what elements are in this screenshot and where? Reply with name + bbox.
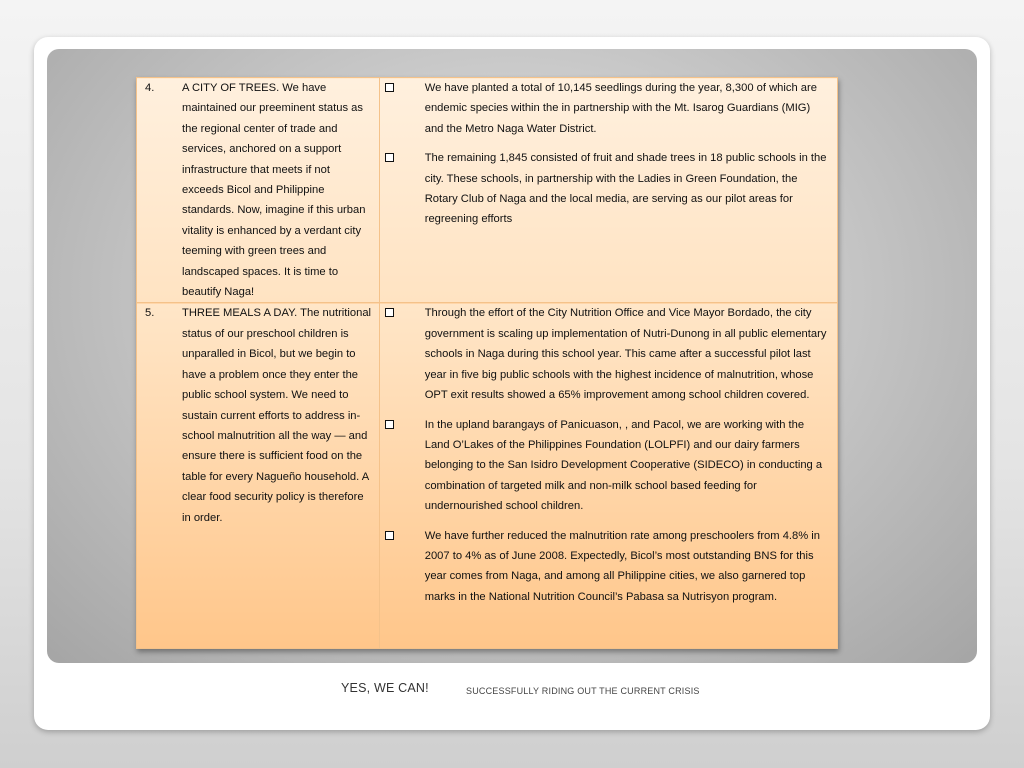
topic-text: THREE MEALS A DAY. The nutritional status of our preschool children is unparalled in Bicol, but we begin to have a problem once they enter the public school system. We need to sustain current efforts to address in-school malnutrition all the way — and ensure there is sufficient food on the table for every Nagueño household. A clear food security policy is therefore in order. <box>182 307 372 524</box>
content-panel <box>47 49 977 663</box>
checkbox-square-icon <box>385 153 394 162</box>
bullet-item <box>385 303 831 405</box>
checkbox-square-icon <box>385 420 394 429</box>
topic-cell <box>137 78 380 303</box>
bullet-text: We have planted a total of 10,145 seedlings during the year, 8,300 of which are endemic species within the in partnership with the Mt. Isarog Guardians (MIG) and the Metro Naga Water District. <box>424 82 817 135</box>
bullet-text: The remaining 1,845 consisted of fruit and shade trees in 18 public schools in the city. These schools, in partnership with the Ladies in Green Foundation, the Rotary Club of Naga and the local media, are serving as our pilot areas for regreening efforts <box>424 152 827 226</box>
footer-title: YES, WE CAN! <box>341 681 429 695</box>
bullet-text: We have further reduced the malnutrition rate among preschoolers from 4.8% in 2007 to 4% as of June 2008. Expectedly, Bicol’s most outstanding BNS for this year comes from Naga, and among all Philippine cities, we also garnered top marks in the National Nutrition Council’s Pabasa sa Nutrisyon program. <box>424 529 821 603</box>
bullet-text: In the upland barangays of Panicuason, , and Pacol, we are working with the Land O’Lakes of the Philippines Foundation (LOLPFI) and our dairy farmers belonging to the San Isidro Development Cooperative (SIDECO) in conducting a combination of targeted milk and non-milk school based feeding for undernourished school children. <box>424 418 823 513</box>
table-row <box>137 303 838 649</box>
bullet-item <box>385 415 831 517</box>
slide-card <box>34 37 990 730</box>
details-cell <box>379 78 837 303</box>
bullet-item <box>385 78 831 139</box>
row-number: 5. <box>145 307 155 320</box>
details-cell <box>379 303 837 649</box>
checkbox-square-icon <box>385 83 394 92</box>
row-number: 4. <box>145 82 155 94</box>
bullet-text: Through the effort of the City Nutrition Office and Vice Mayor Bordado, the city government is scaling up implementation of Nutri-Dunong in all public elementary schools in Naga during this school year. This came after a successful pilot last year in five big public schools with the highest incidence of malnutrition, whose OPT exit results showed a 65% improvement among school children covered. <box>424 307 827 402</box>
table-row <box>137 78 838 303</box>
checkbox-square-icon <box>385 531 394 540</box>
checkbox-square-icon <box>385 308 394 317</box>
bullet-item <box>385 148 831 230</box>
bullet-item <box>385 526 831 608</box>
topic-text: A CITY OF TREES. We have maintained our preeminent status as the regional center of trade and services, anchored on a support infrastructure that meets if not exceeds Bicol and Philippine standards. Now, imagine if this urban vitality is enhanced by a verdant city teeming with green trees and landscaped spaces. It is time to beautify Naga! <box>182 82 366 299</box>
topic-cell <box>137 303 380 649</box>
footer-subtitle: SUCCESSFULLY RIDING OUT THE CURRENT CRISIS <box>466 686 700 696</box>
accomplishments-table <box>136 77 838 649</box>
